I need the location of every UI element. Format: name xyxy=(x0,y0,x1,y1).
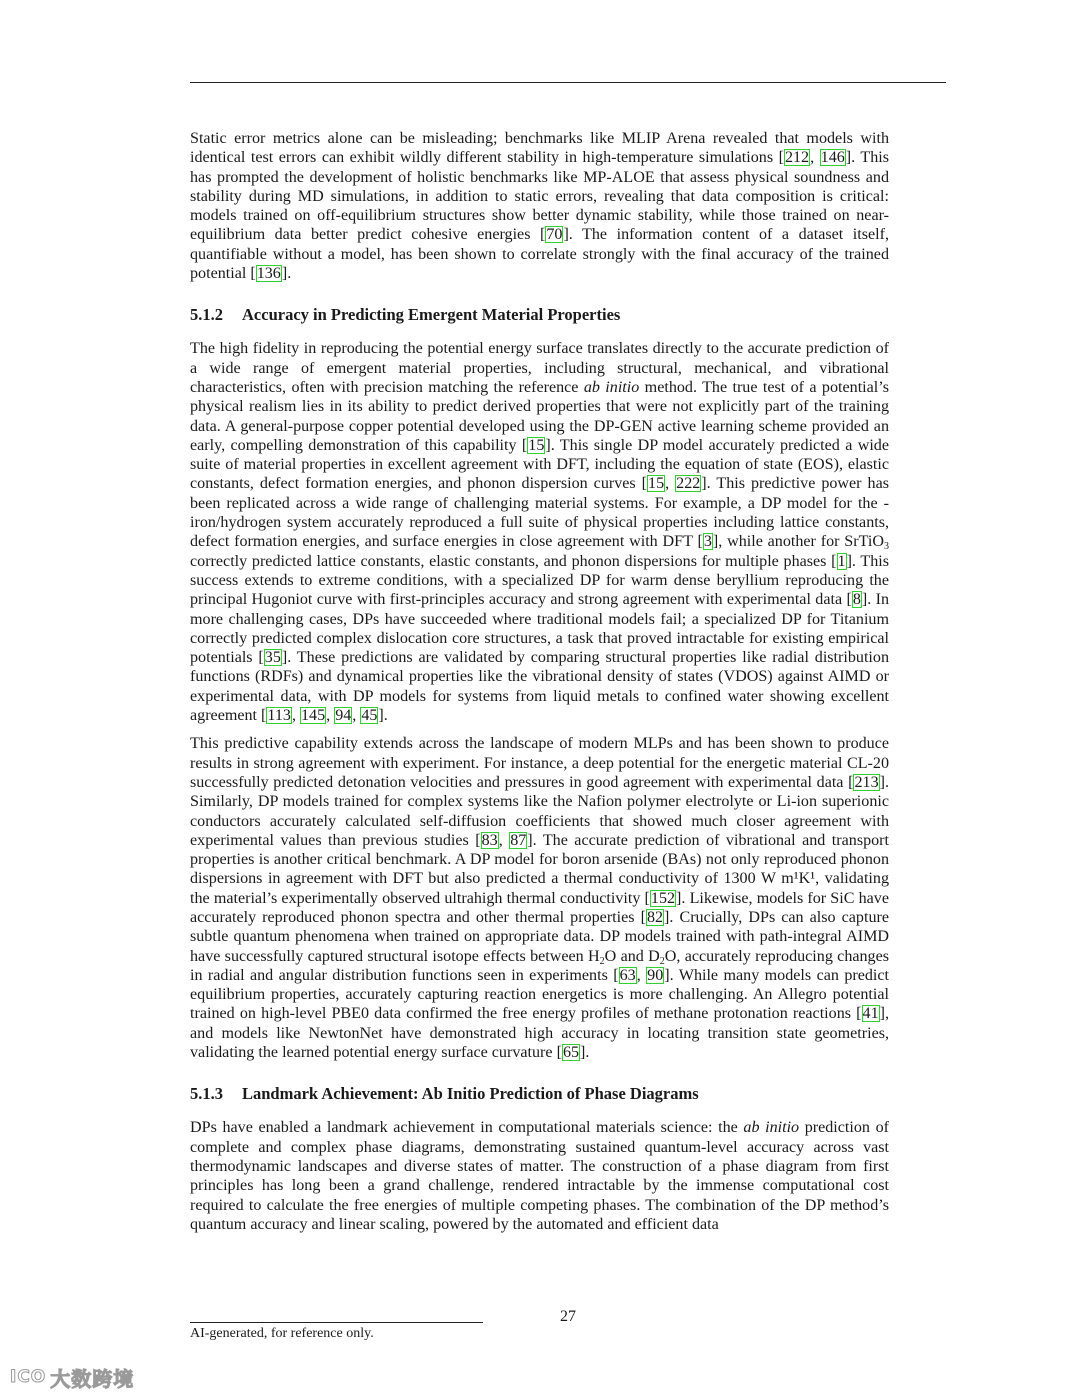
text-run: ]. In more challenging cases, DPs have succeeded where traditional models fail; a specialized DP for Titanium correctly predicted complex dislocation core structures, a task that proved intractable for existing empirical potentials [ xyxy=(190,591,890,667)
text-run: Static error metrics alone can be misleading; benchmarks like MLIP Arena revealed that models with identical test errors can exhibit wildly different stability in high-temperature simulations [ xyxy=(190,130,889,167)
section-heading-5-1-2 xyxy=(190,305,889,325)
section-title: Landmark Achievement: Ab Initio Prediction of Phase Diagrams xyxy=(242,1084,699,1104)
footnote: AI-generated, for reference only. xyxy=(190,1326,374,1341)
citation-link[interactable]: 146 xyxy=(820,149,845,167)
text-run: , xyxy=(498,831,510,849)
page-body xyxy=(190,129,889,1234)
watermark xyxy=(10,1362,150,1392)
subscript: 2 xyxy=(659,955,665,967)
citation-link[interactable]: 222 xyxy=(676,475,701,493)
watermark-text: 大数跨境 xyxy=(50,1366,135,1391)
citation-link[interactable]: 213 xyxy=(854,773,879,791)
citation-link[interactable]: 136 xyxy=(256,265,281,283)
page-number: 27 xyxy=(560,1308,576,1325)
text-run: ]. xyxy=(281,265,292,283)
text-run: O and D xyxy=(604,947,660,965)
subscript: 2 xyxy=(599,955,605,967)
citation-link[interactable]: 45 xyxy=(361,707,378,725)
text-run: , xyxy=(352,707,361,725)
italic-term: ab initio xyxy=(583,378,640,396)
text-run: prediction of complete and complex phase diagrams, demonstrating sustained quantum-level accuracy across vast thermodynamic landscapes and diverse states of matter. The construction of a phase diagram from first principles has long been a grand challenge, rendered intractable by the immense computational cost required to calculate the free energies of multiple competing phases. The combination of the DP method’s quantum accuracy and linear scaling, powered by the automated and efficient data xyxy=(190,1119,889,1233)
section-number: 5.1.3 xyxy=(190,1084,223,1104)
paragraph-phase-diagrams xyxy=(190,1118,889,1234)
text-run: This predictive capability extends across the landscape of modern MLPs and has been shown to produce results in strong agreement with experiment. For instance, a deep potential for the energetic material CL-20 successfully predicted detonation velocities and pressures in good agreement with experimental data [ xyxy=(190,735,889,791)
citation-link[interactable]: 41 xyxy=(862,1005,879,1023)
citation-link[interactable]: 15 xyxy=(528,436,545,454)
text-run: ]. Crucially, DPs can also capture subtle quantum phenomena when trained on appropriate data. DP models trained with path-integral AIMD have successfully captured structural isotope effects between H xyxy=(190,908,889,965)
text-run: ], while another for SrTiO xyxy=(712,533,884,551)
text-run: ]. While many models can predict equilibrium properties, accurately capturing reaction energetics is more challenging. An Allegro potential trained on high-level PBE0 data confirmed the free energy profiles of methane protonation reactions [ xyxy=(190,966,889,1023)
text-run: The high fidelity in reproducing the potential energy surface translates directly to the accurate prediction of a wide range of emergent material properties, including structural, mechanical, and vibrational characteristics, often with precision matching the reference xyxy=(190,340,889,396)
paragraph-emergent-properties xyxy=(190,339,889,725)
italic-term: ab initio xyxy=(743,1119,800,1137)
text-run: ]. Likewise, models for SiC have accurately reproduced phonon spectra and other thermal properties [ xyxy=(190,889,889,926)
subscript: 3 xyxy=(883,541,889,553)
text-run: , xyxy=(810,149,820,167)
citation-link[interactable]: 3 xyxy=(703,533,712,551)
header-rule xyxy=(190,82,946,83)
citation-link[interactable]: 1 xyxy=(837,552,846,570)
citation-link[interactable]: 63 xyxy=(619,966,636,984)
citation-link[interactable]: 8 xyxy=(852,591,861,609)
section-number: 5.1.2 xyxy=(190,305,223,325)
text-run: ]. The information content of a dataset itself, quantifiable without a model, has been shown to correlate strongly with the final accuracy of the trained potential [ xyxy=(190,226,889,283)
citation-link[interactable]: 113 xyxy=(267,707,291,725)
citation-link[interactable]: 82 xyxy=(646,908,664,926)
watermark-logo-icon: ICO xyxy=(10,1367,47,1387)
text-run: method. The true test of a potential’s physical realism lies in its ability to predict derived properties that were not explicitly part of the training data. A general-purpose copper potential developed using the DP-GEN active learning scheme provided an early, compelling demonstration of this capability [ xyxy=(190,378,889,454)
text-run: , xyxy=(636,966,647,984)
text-run: ]. These predictions are validated by comparing structural properties like radial distribution functions (RDFs) and dynamical properties like the vibrational density of states (VDOS) against AIMD or experimental data, with DP models for systems from liquid metals to confined water showing excellent agreement [ xyxy=(190,649,889,725)
text-run: ]. This has prompted the development of holistic benchmarks like MP-ALOE that assess physical soundness and stability during MD simulations, in addition to static errors, revealing that data composition is critical: models trained on off-equilibrium structures show better dynamic stability, while those trained on near-equilibrium data better predict cohesive energies [ xyxy=(190,149,889,244)
text-run: DPs have enabled a landmark achievement in computational materials science: the xyxy=(190,1119,744,1137)
text-run: correctly predicted lattice constants, elastic constants, and phonon dispersions for multiple phases [ xyxy=(190,552,837,570)
citation-link[interactable]: 35 xyxy=(264,649,281,667)
paragraph-experimental-agreement xyxy=(190,734,889,1062)
citation-link[interactable]: 152 xyxy=(650,889,676,907)
section-heading-5-1-3 xyxy=(190,1084,889,1104)
citation-link[interactable]: 15 xyxy=(648,475,665,493)
text-run: , xyxy=(326,707,335,725)
citation-link[interactable]: 212 xyxy=(784,149,810,167)
citation-link[interactable]: 90 xyxy=(647,966,664,984)
text-run: ]. The accurate prediction of vibrational and transport properties is another critical benchmark. A DP model for boron arsenide (BAs) not only reproduced phonon dispersions in agreement with DFT but also predicted a thermal conductivity of 1300 W m¹K¹, validating the material’s experimentally observed ultrahigh thermal conductivity [ xyxy=(190,831,890,907)
text-run: ]. This single DP model accurately predicted a wide suite of material properties in excellent agreement with DFT, including the equation of state (EOS), elastic constants, defect formation energies, and phonon dispersion curves [ xyxy=(190,436,889,493)
text-run: ]. This success extends to extreme conditions, with a specialized DP for warm dense beryllium reproducing the principal Hugoniot curve with first-principles accuracy and strong agreement with experimental data [ xyxy=(190,552,889,609)
paragraph-intro xyxy=(190,129,889,283)
citation-link[interactable]: 145 xyxy=(301,707,326,725)
text-run: ]. xyxy=(378,707,388,725)
citation-link[interactable]: 65 xyxy=(562,1044,580,1062)
citation-link[interactable]: 94 xyxy=(335,707,352,725)
text-run: ]. xyxy=(580,1044,590,1062)
text-run: ], and models like NewtonNet have demonstrated high accuracy in locating transition state geometries, validating the learned potential energy surface curvature [ xyxy=(190,1005,889,1062)
text-run: , xyxy=(291,707,300,725)
citation-link[interactable]: 70 xyxy=(546,226,563,244)
text-run: , xyxy=(665,475,676,493)
text-run: O, accurately reproducing changes in radial and angular distribution functions seen in experiments [ xyxy=(190,947,890,984)
section-title: Accuracy in Predicting Emergent Material Properties xyxy=(242,305,621,325)
text-run: ]. Similarly, DP models trained for complex systems like the Nafion polymer electrolyte or Li-ion superionic conductors accurately calculated self-diffusion coefficients that showed much closer agreement with experimental values than previous studies [ xyxy=(190,773,889,849)
text-run: ]. This predictive power has been replicated across a wide range of challenging material systems. For example, a DP model for the -iron/hydrogen system accurately reproduced a full suite of physical properties including lattice constants, defect formation energies, and surface energies in close agreement with DFT [ xyxy=(190,475,889,551)
citation-link[interactable]: 87 xyxy=(510,831,527,849)
citation-link[interactable]: 83 xyxy=(481,831,498,849)
footnote-rule xyxy=(190,1322,483,1323)
